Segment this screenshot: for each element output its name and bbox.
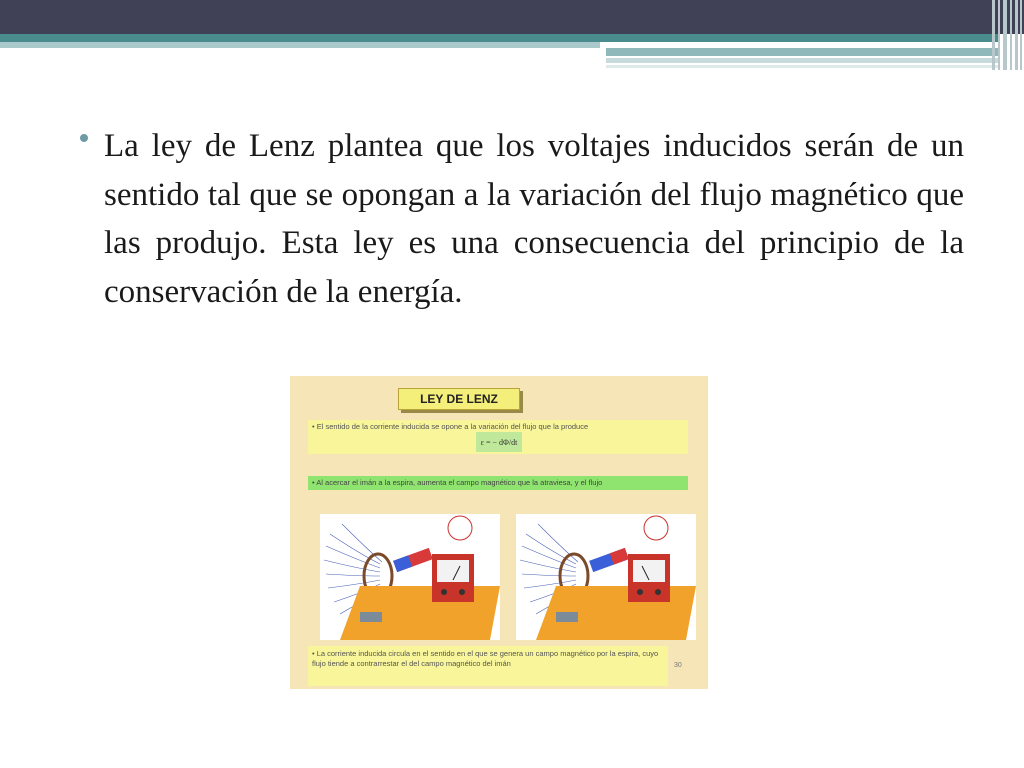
- figure-line-2: • Al acercar el imán a la espira, aumenta el campo magnético que la atraviesa, y el flujo: [308, 476, 688, 490]
- experiment-illustration-left: [320, 514, 500, 640]
- bullet-item: [80, 122, 964, 316]
- bullet-dot-icon: [80, 134, 88, 142]
- figure-page-number: 30: [674, 662, 682, 669]
- figure-formula: ε = − dΦ/dt: [476, 432, 522, 452]
- header-accent-line: [0, 34, 1000, 42]
- lenz-law-figure: [290, 376, 708, 689]
- header-right-line: [606, 48, 1000, 56]
- header-right-line: [606, 65, 1000, 68]
- corner-stripes: [990, 0, 1024, 70]
- header-right-line: [606, 58, 1000, 63]
- figure-line-1: • El sentido de la corriente inducida se opone a la variación del flujo que la produce: [308, 420, 688, 454]
- experiment-illustration-right: [516, 514, 696, 640]
- bullet-text: La ley de Lenz plantea que los voltajes inducidos serán de un sentido tal que se opongan a la variación del flujo magnético que las produjo. Esta ley es una consecuencia del principio de la conservación de la energía.: [104, 128, 964, 310]
- header-bar: [0, 0, 1024, 34]
- figure-title: LEY DE LENZ: [398, 388, 520, 410]
- header-accent-line-light: [0, 42, 600, 48]
- figure-line-3: • La corriente inducida circula en el sentido en el que se genera un campo magnético por la espira, cuyo flujo tiende a contrarrestar el del campo magnético del imán: [308, 646, 668, 686]
